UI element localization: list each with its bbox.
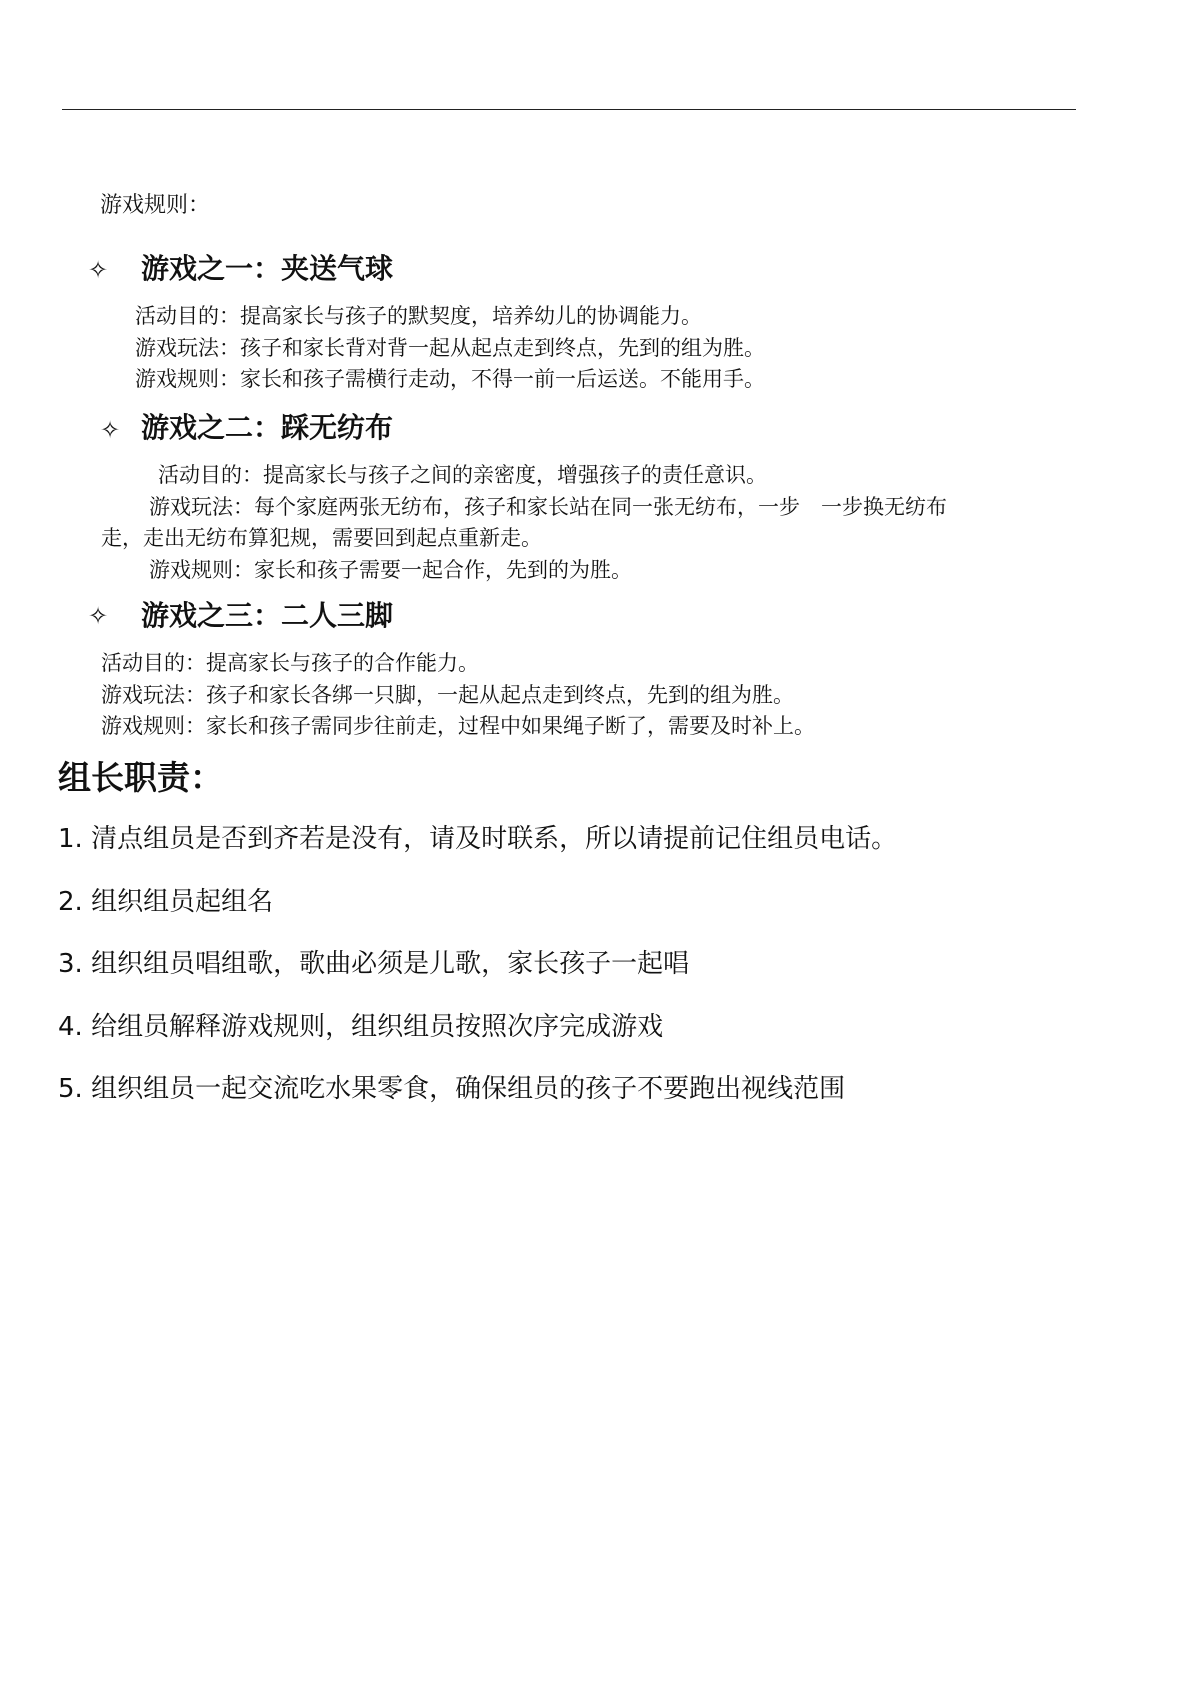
- game-1-title: 游戏之一：夹送气球: [141, 252, 394, 285]
- game-1-purpose: 活动目的：提高家长与孩子的默契度，培养幼儿的协调能力。: [135, 304, 702, 328]
- diamond-bullet-icon: ✧: [88, 602, 109, 630]
- duties-heading: 组长职责：: [58, 758, 223, 797]
- game-3-purpose: 活动目的：提高家长与孩子的合作能力。: [101, 651, 479, 675]
- game-3-rule: 游戏规则：家长和孩子需同步往前走，过程中如果绳子断了，需要及时补上。: [101, 714, 815, 738]
- duty-item: 3. 组织组员唱组歌，歌曲必须是儿歌，家长孩子一起唱: [58, 949, 690, 979]
- game-2-play-continued: 走，走出无纺布算犯规，需要回到起点重新走。: [101, 526, 542, 550]
- game-3-play: 游戏玩法：孩子和家长各绑一只脚，一起从起点走到终点，先到的组为胜。: [101, 683, 794, 707]
- header-rule: [62, 109, 1076, 110]
- game-2-title: 游戏之二：踩无纺布: [141, 411, 394, 444]
- duty-item: 5. 组织组员一起交流吃水果零食，确保组员的孩子不要跑出视线范围: [58, 1074, 846, 1104]
- game-rules-label: 游戏规则：: [100, 193, 211, 218]
- game-2-play: 游戏玩法：每个家庭两张无纺布，孩子和家长站在同一张无纺布，一步 一步换无纺布: [149, 495, 947, 519]
- diamond-bullet-icon: ✧: [100, 416, 121, 444]
- game-3-title: 游戏之三：二人三脚: [141, 599, 394, 632]
- game-2-purpose: 活动目的：提高家长与孩子之间的亲密度，增强孩子的责任意识。: [158, 463, 767, 487]
- game-1-rule: 游戏规则：家长和孩子需横行走动，不得一前一后运送。不能用手。: [135, 367, 765, 391]
- duty-item: 1. 清点组员是否到齐若是没有，请及时联系，所以请提前记住组员电话。: [58, 824, 898, 854]
- duty-item: 2. 组织组员起组名: [58, 887, 274, 917]
- diamond-bullet-icon: ✧: [88, 256, 109, 284]
- game-2-rule: 游戏规则：家长和孩子需要一起合作，先到的为胜。: [149, 558, 632, 582]
- duty-item: 4. 给组员解释游戏规则，组织组员按照次序完成游戏: [58, 1012, 664, 1042]
- game-1-play: 游戏玩法：孩子和家长背对背一起从起点走到终点，先到的组为胜。: [135, 336, 765, 360]
